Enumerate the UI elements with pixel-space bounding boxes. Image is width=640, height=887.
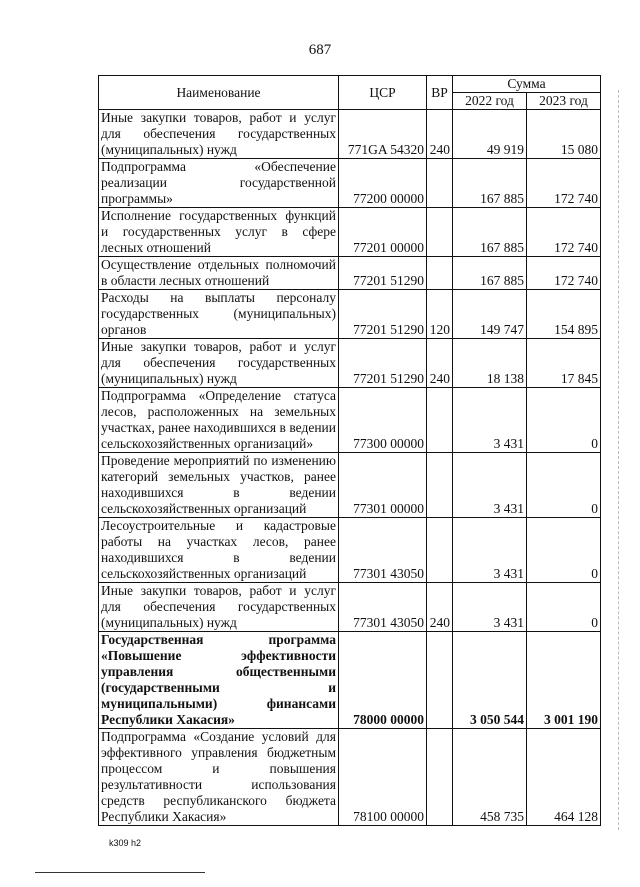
row-csr-cell: 77301 43050 [339, 518, 427, 583]
row-2023-cell: 0 [527, 583, 601, 632]
row-csr-cell: 78100 00000 [339, 729, 427, 826]
table-row [99, 518, 601, 583]
row-2022-cell: 3 431 [453, 453, 527, 518]
row-2023-cell: 15 080 [527, 110, 601, 159]
table-row [99, 632, 601, 729]
header-vr: ВР [427, 76, 453, 110]
row-name-cell: Осуществление отдельных полномочий в области лесных отношений [99, 257, 339, 290]
row-2023-cell: 464 128 [527, 729, 601, 826]
row-vr-cell [427, 729, 453, 826]
page-number: 687 [308, 42, 332, 58]
row-2023-cell: 0 [527, 388, 601, 453]
row-csr-cell: 77301 00000 [339, 453, 427, 518]
row-2022-cell: 3 431 [453, 583, 527, 632]
row-vr-cell [427, 159, 453, 208]
row-name-cell: Иные закупки товаров, работ и услуг для обеспечения государственных (муниципальных) нужд [99, 110, 339, 159]
table-row [99, 110, 601, 159]
header-year-2023: 2023 год [527, 93, 601, 110]
row-name-cell: Проведение мероприятий по изменению категорий земельных участков, ранее находившихся в ведении сельскохозяйственных организаций [99, 453, 339, 518]
row-csr-cell: 771GA 54320 [339, 110, 427, 159]
row-name-cell: Подпрограмма «Определение статуса лесов, расположенных на земельных участках, ранее находившихся в ведении сельскохозяйственных организаций» [99, 388, 339, 453]
row-2022-cell: 18 138 [453, 339, 527, 388]
row-name-cell: Подпрограмма «Создание условий для эффективного управления бюджетным процессом и повышения результативности использования средств республиканского бюджета Республики Хакасия» [99, 729, 339, 826]
row-2023-cell: 0 [527, 518, 601, 583]
header-year-2022: 2022 год [453, 93, 527, 110]
row-2022-cell: 49 919 [453, 110, 527, 159]
row-vr-cell [427, 208, 453, 257]
row-2023-cell: 172 740 [527, 159, 601, 208]
table-row [99, 339, 601, 388]
row-csr-cell: 77201 00000 [339, 208, 427, 257]
table-row [99, 159, 601, 208]
footer-code: k309 h2 [109, 838, 142, 848]
row-2023-cell: 172 740 [527, 257, 601, 290]
row-2023-cell: 3 001 190 [527, 632, 601, 729]
table-header-row [99, 76, 601, 93]
row-2022-cell: 167 885 [453, 257, 527, 290]
row-csr-cell: 77300 00000 [339, 388, 427, 453]
row-2023-cell: 17 845 [527, 339, 601, 388]
row-name-cell: Иные закупки товаров, работ и услуг для обеспечения государственных (муниципальных) нужд [99, 583, 339, 632]
table-row [99, 583, 601, 632]
row-csr-cell: 77200 00000 [339, 159, 427, 208]
margin-dotted-line [618, 90, 619, 830]
row-vr-cell: 120 [427, 290, 453, 339]
table-row [99, 290, 601, 339]
row-vr-cell [427, 518, 453, 583]
row-2022-cell: 3 431 [453, 388, 527, 453]
table-row [99, 729, 601, 826]
row-2022-cell: 3 050 544 [453, 632, 527, 729]
header-sum: Сумма [453, 76, 601, 93]
row-vr-cell [427, 453, 453, 518]
row-2022-cell: 167 885 [453, 159, 527, 208]
row-name-cell: Государственная программа «Повышение эффективности управления общественными (государственными и муниципальными) финансами Республики Хакасия» [99, 632, 339, 729]
row-2022-cell: 149 747 [453, 290, 527, 339]
row-vr-cell [427, 632, 453, 729]
row-name-cell: Исполнение государственных функций и государственных услуг в сфере лесных отношений [99, 208, 339, 257]
row-name-cell: Иные закупки товаров, работ и услуг для обеспечения государственных (муниципальных) нужд [99, 339, 339, 388]
row-vr-cell [427, 257, 453, 290]
row-csr-cell: 78000 00000 [339, 632, 427, 729]
table-row [99, 208, 601, 257]
row-vr-cell [427, 388, 453, 453]
row-name-cell: Лесоустроительные и кадастровые работы на участках лесов, ранее находившихся в ведении сельскохозяйственных организаций [99, 518, 339, 583]
row-2023-cell: 0 [527, 453, 601, 518]
row-2022-cell: 3 431 [453, 518, 527, 583]
row-csr-cell: 77201 51290 [339, 339, 427, 388]
budget-table [98, 75, 601, 826]
table-row [99, 257, 601, 290]
row-vr-cell: 240 [427, 583, 453, 632]
row-2023-cell: 154 895 [527, 290, 601, 339]
header-csr: ЦСР [339, 76, 427, 110]
table-row [99, 453, 601, 518]
row-vr-cell: 240 [427, 339, 453, 388]
table-body [99, 110, 601, 826]
row-name-cell: Расходы на выплаты персоналу государственных (муниципальных) органов [99, 290, 339, 339]
header-name: Наименование [99, 76, 339, 110]
row-vr-cell: 240 [427, 110, 453, 159]
table-row [99, 388, 601, 453]
row-csr-cell: 77201 51290 [339, 257, 427, 290]
bottom-divider [35, 872, 205, 873]
row-2022-cell: 458 735 [453, 729, 527, 826]
row-2023-cell: 172 740 [527, 208, 601, 257]
row-csr-cell: 77201 51290 [339, 290, 427, 339]
row-2022-cell: 167 885 [453, 208, 527, 257]
row-name-cell: Подпрограмма «Обеспечение реализации государственной программы» [99, 159, 339, 208]
row-csr-cell: 77301 43050 [339, 583, 427, 632]
